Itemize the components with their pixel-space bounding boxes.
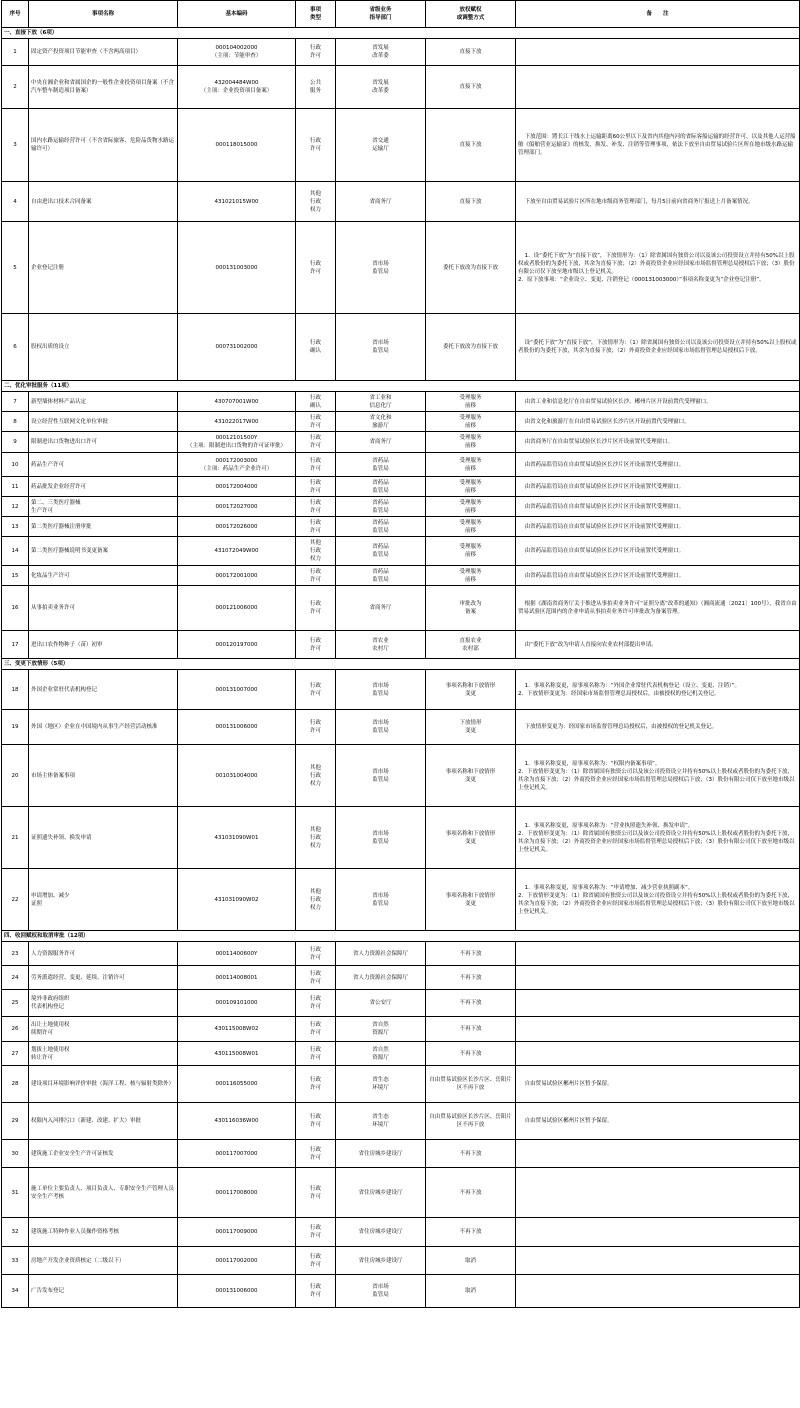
adjustment-method: 受理服务 前移 xyxy=(426,392,516,412)
adjustment-method: 不再下放 xyxy=(426,990,516,1017)
item-code: 000109101000 xyxy=(178,990,296,1017)
remark: 设“委托下放”为“直接下放”，下放情形为：（1）除省属国有独资公司以及该公司投资设立并持有50%以上股权或者股份的为委托下放，其余为直接下放；（2）外商投资企业应经国家市场监督管理总局授权后下放。 xyxy=(516,314,800,381)
item-type: 行政 确认 xyxy=(296,314,336,381)
guiding-department: 省市场 监管局 xyxy=(336,745,426,807)
table-row xyxy=(2,942,800,966)
guiding-department: 省公安厅 xyxy=(336,990,426,1017)
adjustment-method: 受理服务 前移 xyxy=(426,432,516,453)
row-number: 31 xyxy=(2,1168,29,1218)
item-name: 劳务派遣经营、变更、延续、注销许可 xyxy=(29,966,178,990)
guiding-department: 省人力资源社会保障厅 xyxy=(336,966,426,990)
row-number: 9 xyxy=(2,432,29,453)
item-type: 行政 许可 xyxy=(296,1140,336,1168)
guiding-department: 省住房城乡建设厅 xyxy=(336,1140,426,1168)
item-type: 其他 行政 权力 xyxy=(296,182,336,222)
table-row xyxy=(2,537,800,566)
section-row xyxy=(2,28,800,39)
guiding-department: 省生态 环境厅 xyxy=(336,1066,426,1103)
item-code: 000117009000 xyxy=(178,1218,296,1247)
item-type: 行政 许可 xyxy=(296,1017,336,1042)
adjustment-method: 不再下放 xyxy=(426,1042,516,1066)
guiding-department: 省住房城乡建设厅 xyxy=(336,1247,426,1275)
guiding-department: 省市场 监管局 xyxy=(336,670,426,710)
adjustment-method: 审批改为 备案 xyxy=(426,586,516,631)
item-type: 其他 行政 权力 xyxy=(296,869,336,931)
row-number: 18 xyxy=(2,670,29,710)
item-code: 431031090W02 xyxy=(178,869,296,931)
item-name: 建设项目环境影响评价审批（海洋工程、核与辐射类除外） xyxy=(29,1066,178,1103)
adjustment-method: 不再下放 xyxy=(426,1017,516,1042)
remark xyxy=(516,39,800,66)
row-number: 11 xyxy=(2,477,29,497)
header-type: 事项 类型 xyxy=(296,1,336,28)
item-type: 其他 行政 权力 xyxy=(296,807,336,869)
row-number: 21 xyxy=(2,807,29,869)
header-method: 放权赋权 或调整方式 xyxy=(426,1,516,28)
item-name: 国内水路运输经营许可（不含省际旅客、危险品货物水路运输许可） xyxy=(29,109,178,182)
row-number: 30 xyxy=(2,1140,29,1168)
item-code: 000117002000 xyxy=(178,1247,296,1275)
adjustment-method: 受理服务 前移 xyxy=(426,517,516,537)
row-number: 12 xyxy=(2,497,29,517)
item-type: 行政 许可 xyxy=(296,39,336,66)
item-code: 00011400600Y xyxy=(178,942,296,966)
item-code: 000118015000 xyxy=(178,109,296,182)
item-code: 000172001000 xyxy=(178,566,296,586)
table-row xyxy=(2,1168,800,1218)
remark: 1．事项名称变更，原事项名称为：“申请增加、减少营业执照副本”。 2．下放情形变更为：（1）除省属国有独资公司以及该公司投资设立并持有50%以上股权或者股份的为委托下放，其余为直接下放；（2）外商投资企业应经国家市场监督管理总局授权后下放；（3）股份有限公司仅下放至地市级以上登记机关。 xyxy=(516,869,800,931)
item-code: 00012101500Y （主项：限制进出口货物的许可证审批） xyxy=(178,432,296,453)
row-number: 4 xyxy=(2,182,29,222)
table-row xyxy=(2,1103,800,1140)
item-type: 行政 许可 xyxy=(296,1247,336,1275)
table-row xyxy=(2,412,800,432)
item-type: 行政 许可 xyxy=(296,631,336,659)
table-row xyxy=(2,966,800,990)
item-type: 行政 许可 xyxy=(296,1042,336,1066)
remark xyxy=(516,1247,800,1275)
item-name: 出让土地使用权 续期许可 xyxy=(29,1017,178,1042)
remark: 1．事项名称变更，原事项名称为：“外国企业常驻代表机构登记（设立、变更、注销）”。 2．下放情形变更为：经国家市场监督管理总局授权后，由被授权的登记机关登记。 xyxy=(516,670,800,710)
item-code: 000172026000 xyxy=(178,517,296,537)
adjustment-method: 取消 xyxy=(426,1275,516,1308)
guiding-department: 省工业和 信息化厅 xyxy=(336,392,426,412)
row-number: 7 xyxy=(2,392,29,412)
item-name: 房地产开发企业资质核定（二级以下） xyxy=(29,1247,178,1275)
adjustment-method: 不再下放 xyxy=(426,1140,516,1168)
row-number: 24 xyxy=(2,966,29,990)
remark: 1．设“委托下放”为“直接下放”，下放情形为：（1）除省属国有独资公司以及该公司投资设立并持有50%以上股权或者股份的为委托下放，其余为直接下放；（2）外商投资企业应经国家市场监督管理总局授权后下放；（3）股份有限公司仅下放至地市级以上登记机关。 2．原下放事项：“企业设立、变更、注销登记（000131003000）”事项名称变更为“企业登记注册”。 xyxy=(516,222,800,314)
remark: 由省药品监管局在自由贸易试验区长沙片区开设前置代受理窗口。 xyxy=(516,517,800,537)
table-row xyxy=(2,631,800,659)
table-row xyxy=(2,745,800,807)
adjustment-method: 不再下放 xyxy=(426,1168,516,1218)
row-number: 28 xyxy=(2,1066,29,1103)
adjustment-method: 直接下放 xyxy=(426,66,516,109)
item-name: 自由进出口技术合同备案 xyxy=(29,182,178,222)
table-row xyxy=(2,453,800,477)
remark xyxy=(516,966,800,990)
item-type: 行政 许可 xyxy=(296,222,336,314)
item-type: 行政 许可 xyxy=(296,966,336,990)
item-name: 限制进出口货物进出口许可 xyxy=(29,432,178,453)
row-number: 15 xyxy=(2,566,29,586)
table-row xyxy=(2,807,800,869)
section-title: 一、直接下放（6项） xyxy=(2,28,800,39)
adjustment-method: 自由贸易试验区长沙片区、岳阳片区不再下放 xyxy=(426,1103,516,1140)
guiding-department: 省市场 监管局 xyxy=(336,710,426,745)
item-name: 第二类医疗器械说明书变更备案 xyxy=(29,537,178,566)
remark: 下放至自由贸易试验片区所在地市级商务管理部门，每月5日前向省商务厅报送上月备案情况。 xyxy=(516,182,800,222)
guiding-department: 省药品 监管局 xyxy=(336,497,426,517)
table-row xyxy=(2,1066,800,1103)
adjustment-method: 不再下放 xyxy=(426,942,516,966)
item-code: 000131007000 xyxy=(178,670,296,710)
item-type: 行政 许可 xyxy=(296,477,336,497)
item-type: 行政 许可 xyxy=(296,497,336,517)
item-type: 行政 许可 xyxy=(296,453,336,477)
header-name: 事项名称 xyxy=(29,1,178,28)
row-number: 17 xyxy=(2,631,29,659)
item-name: 权限内入河排污口（新建、改建、扩大）审批 xyxy=(29,1103,178,1140)
row-number: 29 xyxy=(2,1103,29,1140)
table-row xyxy=(2,392,800,412)
table-row xyxy=(2,1247,800,1275)
item-code: 431022017W00 xyxy=(178,412,296,432)
item-name: 外国企业常驻代表机构登记 xyxy=(29,670,178,710)
row-number: 14 xyxy=(2,537,29,566)
item-code: 000131006000 xyxy=(178,1275,296,1308)
adjustment-method: 委托下放改为直接下放 xyxy=(426,314,516,381)
row-number: 6 xyxy=(2,314,29,381)
guiding-department: 省农业 农村厅 xyxy=(336,631,426,659)
item-code: 000117008000 xyxy=(178,1168,296,1218)
item-type: 行政 确认 xyxy=(296,392,336,412)
item-name: 证照遗失补领、换发申请 xyxy=(29,807,178,869)
item-code: 431021015W00 xyxy=(178,182,296,222)
guiding-department: 省交通 运输厅 xyxy=(336,109,426,182)
adjustment-method: 事项名称和下放情形 变更 xyxy=(426,869,516,931)
adjustment-method: 受理服务 前移 xyxy=(426,566,516,586)
remark: 由省药品监管局在自由贸易试验区长沙片区开设前置代受理窗口。 xyxy=(516,566,800,586)
item-code: 000172003000 （主项：药品生产企业许可） xyxy=(178,453,296,477)
item-type: 行政 许可 xyxy=(296,517,336,537)
table-row xyxy=(2,869,800,931)
remark: 自由贸易试验区郴州片区暂予保留。 xyxy=(516,1103,800,1140)
item-name: 外国（地区）企业在中国境内从事生产经营活动核准 xyxy=(29,710,178,745)
table-row xyxy=(2,586,800,631)
item-name: 建筑施工特种作业人员操作资格考核 xyxy=(29,1218,178,1247)
item-code: 001031004000 xyxy=(178,745,296,807)
adjustment-method: 受理服务 前移 xyxy=(426,497,516,517)
adjustment-method: 事项名称和下放情形 变更 xyxy=(426,807,516,869)
header-row xyxy=(2,1,800,28)
adjustment-method: 直接下放 xyxy=(426,182,516,222)
table-body xyxy=(2,28,800,1308)
adjustment-method: 受理服务 前移 xyxy=(426,412,516,432)
table-row xyxy=(2,1218,800,1247)
remark: 由省药品监管局在自由贸易试验区长沙片区开设前置代受理窗口。 xyxy=(516,477,800,497)
item-type: 行政 许可 xyxy=(296,710,336,745)
guiding-department: 省药品 监管局 xyxy=(336,537,426,566)
table-row xyxy=(2,182,800,222)
header-code: 基本编码 xyxy=(178,1,296,28)
section-row xyxy=(2,931,800,942)
header-dept: 省级业务 指导部门 xyxy=(336,1,426,28)
item-name: 广告发布登记 xyxy=(29,1275,178,1308)
item-name: 从事拍卖业务许可 xyxy=(29,586,178,631)
item-code: 000104002000 （主项：节能审查） xyxy=(178,39,296,66)
adjustment-method: 不再下放 xyxy=(426,1218,516,1247)
adjustment-method: 事项名称和下放情形 变更 xyxy=(426,745,516,807)
row-number: 33 xyxy=(2,1247,29,1275)
remark xyxy=(516,1140,800,1168)
table-row xyxy=(2,497,800,517)
guiding-department: 省住房城乡建设厅 xyxy=(336,1218,426,1247)
item-code: 000117007000 xyxy=(178,1140,296,1168)
row-number: 23 xyxy=(2,942,29,966)
row-number: 34 xyxy=(2,1275,29,1308)
remark xyxy=(516,1218,800,1247)
item-name: 股权出质的设立 xyxy=(29,314,178,381)
remark xyxy=(516,1275,800,1308)
guiding-department: 省自然 资源厅 xyxy=(336,1017,426,1042)
adjustment-method: 下放情形 变更 xyxy=(426,710,516,745)
row-number: 2 xyxy=(2,66,29,109)
guiding-department: 省文化和 旅游厅 xyxy=(336,412,426,432)
table-row xyxy=(2,517,800,537)
item-name: 市场主体备案事项 xyxy=(29,745,178,807)
remark: 由省商务厅在自由贸易试验区长沙片区开设前置代受理窗口。 xyxy=(516,432,800,453)
guiding-department: 省市场 监管局 xyxy=(336,314,426,381)
section-title: 四、收回赋权和取消审批（12项） xyxy=(2,931,800,942)
remark: 自由贸易试验区郴州片区暂予保留。 xyxy=(516,1066,800,1103)
table-row xyxy=(2,710,800,745)
item-code: 000131003000 xyxy=(178,222,296,314)
adjustment-method: 委托下放改为直接下放 xyxy=(426,222,516,314)
adjustment-method: 直报农业 农村部 xyxy=(426,631,516,659)
row-number: 26 xyxy=(2,1017,29,1042)
item-type: 公共 服务 xyxy=(296,66,336,109)
table-row xyxy=(2,1140,800,1168)
guiding-department: 省人力资源社会保障厅 xyxy=(336,942,426,966)
adjustment-method: 受理服务 前移 xyxy=(426,477,516,497)
remark: 下放范围：將长江干线水上运输距离60公里以下及省内其他内河的省际客船运输的经营许可，以及其他人运营船舶《船舶营业运输证》的核发、换发、补发、注销等管理事项，依法下放至自由贸易试验片区所在地市级水路运输管理部门。 xyxy=(516,109,800,182)
guiding-department: 省生态 环境厅 xyxy=(336,1103,426,1140)
remark: 由省药品监管局在自由贸易试验区长沙片区开设前置代受理窗口。 xyxy=(516,537,800,566)
item-name: 中央在湘企业和省属国企的一般性企业投资项目备案（不含汽车整车制造项目备案） xyxy=(29,66,178,109)
guiding-department: 省药品 监管局 xyxy=(336,517,426,537)
row-number: 13 xyxy=(2,517,29,537)
item-type: 行政 许可 xyxy=(296,432,336,453)
item-code: 430115008W02 xyxy=(178,1017,296,1042)
guiding-department: 省商务厅 xyxy=(336,182,426,222)
adjustment-method: 直接下放 xyxy=(426,39,516,66)
guiding-department: 省市场 监管局 xyxy=(336,807,426,869)
item-name: 固定资产投资项目节能审查（不含两高项目） xyxy=(29,39,178,66)
item-code: 000120197000 xyxy=(178,631,296,659)
remark xyxy=(516,990,800,1017)
section-title: 二、优化审批服务（11项） xyxy=(2,381,800,392)
table-row xyxy=(2,109,800,182)
guiding-department: 省市场 监管局 xyxy=(336,1275,426,1308)
adjustment-method: 受理服务 前移 xyxy=(426,453,516,477)
item-type: 行政 许可 xyxy=(296,942,336,966)
row-number: 16 xyxy=(2,586,29,631)
section-row xyxy=(2,659,800,670)
table-row xyxy=(2,432,800,453)
item-name: 第二、三类医疗器械 生产许可 xyxy=(29,497,178,517)
adjustment-method: 自由贸易试验区长沙片区、岳阳片区不再下放 xyxy=(426,1066,516,1103)
item-type: 行政 许可 xyxy=(296,109,336,182)
remark: 由省工业和信息化厅在自由贸易试验区长沙、郴州片区开设前置代受理窗口。 xyxy=(516,392,800,412)
section-row xyxy=(2,381,800,392)
guiding-department: 省药品 监管局 xyxy=(336,477,426,497)
item-code: 000114008001 xyxy=(178,966,296,990)
remark: 根据《湖南省商务厅关于推进从事拍卖业务许可“证照分离”改革的通知》（湘商流通〔2021〕100号），我省自由贸易试验区范围内的企业申请从事拍卖业务许可审批改为备案管理。 xyxy=(516,586,800,631)
item-name: 境外非政府组织 代表机构登记 xyxy=(29,990,178,1017)
item-code: 431031090W01 xyxy=(178,807,296,869)
item-type: 行政 许可 xyxy=(296,586,336,631)
item-code: 000172004000 xyxy=(178,477,296,497)
item-code: 000731002000 xyxy=(178,314,296,381)
item-type: 行政 许可 xyxy=(296,1103,336,1140)
row-number: 27 xyxy=(2,1042,29,1066)
item-type: 行政 许可 xyxy=(296,990,336,1017)
item-name: 建筑施工企业安全生产许可证核发 xyxy=(29,1140,178,1168)
item-type: 行政 许可 xyxy=(296,670,336,710)
item-code: 430116036W00 xyxy=(178,1103,296,1140)
item-type: 行政 许可 xyxy=(296,1168,336,1218)
section-title: 三、变更下放情形（5项） xyxy=(2,659,800,670)
remark: 1．事项名称变更，原事项名称为：“权限内备案事项”。 2．下放情形变更为：（1）除省属国有独资公司以及该公司投资设立并持有50%以上股权或者股份的为委托下放，其余为直接下放；（2）外商投资企业应经国家市场监督管理总局授权后下放；（3）股份有限公司仅下放至地市级以上登记机关。 xyxy=(516,745,800,807)
row-number: 32 xyxy=(2,1218,29,1247)
guiding-department: 省市场 监管局 xyxy=(336,869,426,931)
remark: 由省药品监管局在自由贸易试验区长沙片区开设前置代受理窗口。 xyxy=(516,453,800,477)
table-row xyxy=(2,990,800,1017)
guiding-department: 省药品 监管局 xyxy=(336,566,426,586)
remark xyxy=(516,942,800,966)
table-row xyxy=(2,1042,800,1066)
item-name: 进出口农作物种子（苗）初审 xyxy=(29,631,178,659)
row-number: 22 xyxy=(2,869,29,931)
guiding-department: 省商务厅 xyxy=(336,432,426,453)
item-code: 000121006000 xyxy=(178,586,296,631)
item-type: 行政 许可 xyxy=(296,412,336,432)
adjustment-method: 直接下放 xyxy=(426,109,516,182)
guiding-department: 省市场 监管局 xyxy=(336,222,426,314)
item-code: 000172027000 xyxy=(178,497,296,517)
item-name: 设立经营性互联网文化单位审批 xyxy=(29,412,178,432)
adjustment-method: 取消 xyxy=(426,1247,516,1275)
row-number: 1 xyxy=(2,39,29,66)
table-row xyxy=(2,670,800,710)
item-code: 430707001W00 xyxy=(178,392,296,412)
item-type: 行政 许可 xyxy=(296,566,336,586)
table-row xyxy=(2,222,800,314)
row-number: 8 xyxy=(2,412,29,432)
row-number: 20 xyxy=(2,745,29,807)
table-row xyxy=(2,1017,800,1042)
table-row xyxy=(2,566,800,586)
item-name: 人力资源服务许可 xyxy=(29,942,178,966)
guiding-department: 省自然 资源厅 xyxy=(336,1042,426,1066)
item-code: 432004484W00 （主项：企业投资项目备案） xyxy=(178,66,296,109)
guiding-department: 省住房城乡建设厅 xyxy=(336,1168,426,1218)
item-name: 药品批发企业经营许可 xyxy=(29,477,178,497)
item-code: 000116055000 xyxy=(178,1066,296,1103)
header-no: 序号 xyxy=(2,1,29,28)
guiding-department: 省发展 改革委 xyxy=(336,39,426,66)
item-type: 其他 行政 权力 xyxy=(296,537,336,566)
header-note: 备 注 xyxy=(516,1,800,28)
item-type: 行政 许可 xyxy=(296,1218,336,1247)
item-name: 施工单位主要负责人、项目负责人、专职安全生产管理人员安全生产考核 xyxy=(29,1168,178,1218)
row-number: 19 xyxy=(2,710,29,745)
guiding-department: 省药品 监管局 xyxy=(336,453,426,477)
guiding-department: 省商务厅 xyxy=(336,586,426,631)
remark xyxy=(516,66,800,109)
item-name: 第二类医疗器械注册审批 xyxy=(29,517,178,537)
item-type: 行政 许可 xyxy=(296,1275,336,1308)
table-row xyxy=(2,477,800,497)
item-code: 430115008W01 xyxy=(178,1042,296,1066)
item-name: 化妆品生产许可 xyxy=(29,566,178,586)
item-name: 企业登记注册 xyxy=(29,222,178,314)
remark: 由省文化和旅游厅在自由贸易试验区长沙片区开设前置代受理窗口。 xyxy=(516,412,800,432)
remark: 下放情形变更为：经国家市场监督管理总局授权后，由被授权的登记机关登记。 xyxy=(516,710,800,745)
table-row xyxy=(2,314,800,381)
row-number: 3 xyxy=(2,109,29,182)
adjustment-table xyxy=(1,0,800,1308)
adjustment-method: 事项名称和下放情形 变更 xyxy=(426,670,516,710)
table-row xyxy=(2,1275,800,1308)
remark xyxy=(516,1017,800,1042)
remark xyxy=(516,1042,800,1066)
item-code: 000131006000 xyxy=(178,710,296,745)
row-number: 10 xyxy=(2,453,29,477)
item-type: 行政 许可 xyxy=(296,1066,336,1103)
remark xyxy=(516,1168,800,1218)
row-number: 5 xyxy=(2,222,29,314)
remark: 由“委托下放”改为申请人直接向农业农村部提出申请。 xyxy=(516,631,800,659)
item-name: 新型墙体材料产品认定 xyxy=(29,392,178,412)
item-name: 划拔土地使用权 转让许可 xyxy=(29,1042,178,1066)
table-row xyxy=(2,39,800,66)
item-code: 431072049W00 xyxy=(178,537,296,566)
row-number: 25 xyxy=(2,990,29,1017)
item-type: 其他 行政 权力 xyxy=(296,745,336,807)
adjustment-method: 不再下放 xyxy=(426,966,516,990)
remark: 由省药品监管局在自由贸易试验区长沙片区开设前置代受理窗口。 xyxy=(516,497,800,517)
guiding-department: 省发展 改革委 xyxy=(336,66,426,109)
table-row xyxy=(2,66,800,109)
remark: 1．事项名称变更，原事项名称为：“营业执照遗失补领、换发申请”。 2．下放情形变更为：（1）除省属国有独资公司以及该公司投资设立并持有50%以上股权或者股份的为委托下放，其余为直接下放；（2）外商投资企业应经国家市场监督管理总局授权后下放；（3）股份有限公司仅下放至地市级以上登记机关。 xyxy=(516,807,800,869)
item-name: 药品生产许可 xyxy=(29,453,178,477)
item-name: 申请增加、减少 证照 xyxy=(29,869,178,931)
adjustment-method: 受理服务 前移 xyxy=(426,537,516,566)
